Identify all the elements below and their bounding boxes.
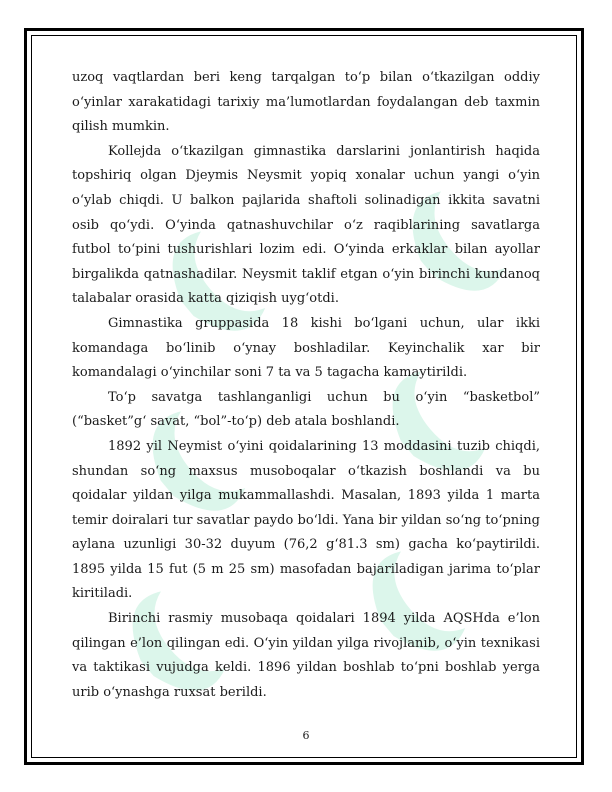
document-body: [72, 66, 540, 705]
paragraph-6: Birinchi rasmiy musobaqa qoidalari 1894 yilda AQSHda e’lon qilingan e’lon qilingan edi. O‘yin yildan yilga rivojlanib, o‘yin texnikasi va taktikasi vujudga keldi. 1896 yildan boshlab to‘pni boshlab yerga urib o‘ynashga ruxsat berildi.: [72, 611, 540, 700]
paragraph-4: To‘p savatga tashlanganligi uchun bu o‘yin “basketbol” (“basket”g‘ savat, “bol”-to‘p) deb atala boshlandi.: [72, 389, 540, 430]
paragraph-3: Gimnastika gruppasida 18 kishi bo‘lgani uchun, ular ikki komandaga bo‘linib o‘ynay boshladilar. Keyinchalik xar bir komandalagi o‘yinchilar soni 7 ta va 5 tagacha kamaytirildi.: [72, 315, 540, 381]
page-number: 6: [302, 729, 310, 742]
paragraph-5: 1892 yil Neymist o‘yini qoidalarining 13 moddasini tuzib chiqdi, shundan so‘ng maxsus musoboqalar o‘tkazish boshlandi va bu qoidalar yildan yilga mukammallashdi. Masalan, 1893 yilda 1 marta temir doiralari tur savatlar paydo bo‘ldi. Yana bir yildan so‘ng to‘pning aylana uzunligi 30-32 duyum (76,2 g‘81.3 sm) gacha ko‘paytirildi. 1895 yilda 15 fut (5 m 25 sm) masofadan bajariladigan jarima to‘plar kiritiladi.: [72, 438, 540, 602]
paragraph-1: uzoq vaqtlardan beri keng tarqalgan to‘p bilan o‘tkazilgan oddiy o‘yinlar xarakatidagi tarixiy ma’lumotlardan foydalangan deb taxmin qilish mumkin.: [72, 70, 540, 135]
paragraph-2: Kollejda o‘tkazilgan gimnastika darslarini jonlantirish haqida topshiriq olgan Djeymis Neysmit yopiq xonalar uchun yangi o‘yin o‘ylab chiqdi. U balkon pajlarida shaftoli solinadigan ikkita savatni osib qo‘ydi. O‘yinda qatnashuvchilar o‘z raqiblarining savatlarga futbol to‘pini tushurishlari lozim edi. O‘yinda erkaklar bilan ayollar birgalikda qatnashadilar. Neysmit taklif etgan o‘yin birinchi kundanoq talabalar orasida katta qiziqish uyg‘otdi.: [72, 143, 540, 307]
